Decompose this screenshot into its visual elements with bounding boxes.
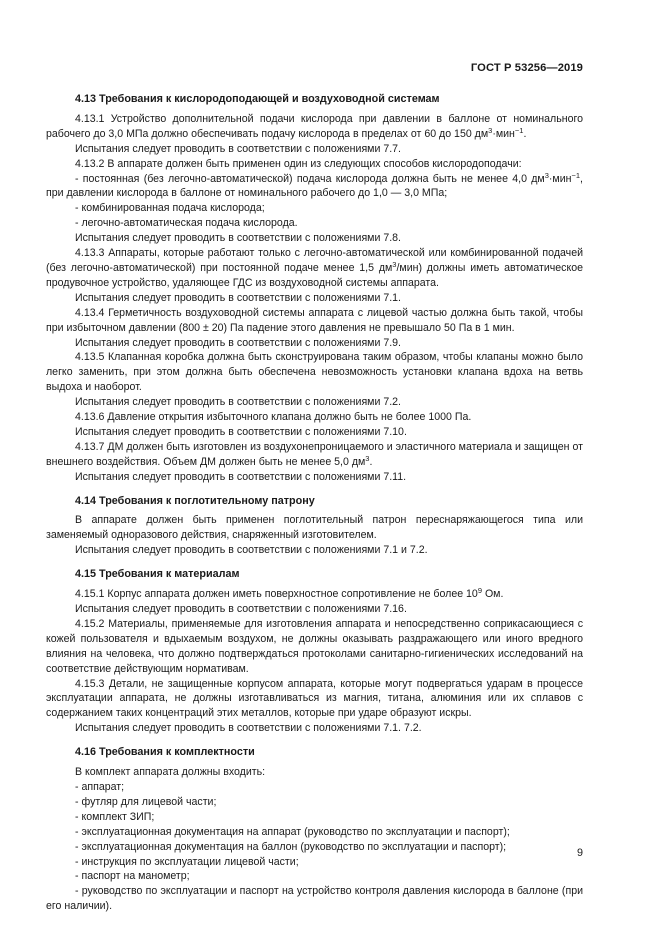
paragraph-4-13-1: 4.13.1 Устройство дополнительной подачи кислорода при давлении в баллоне от номинального рабочего до 3,0 МПа должно обеспечивать подачу кислорода в пределах от 60 до 150 $дм^3\cdot мин^{-1}$.: [46, 112, 583, 140]
test-reference: Испытания следует проводить в соответствии с положениями 7.9.: [75, 336, 401, 349]
paragraph-4-13-6: 4.13.6 Давление открытия избыточного клапана должно быть не более 1000 Па.: [75, 411, 472, 424]
document-code: ГОСТ Р 53256—2019: [470, 62, 583, 74]
list-item: - инструкция по эксплуатации лицевой части;: [75, 855, 299, 868]
test-reference: Испытания следует проводить в соответствии с положениями 7.11.: [75, 470, 407, 483]
test-reference: Испытания следует проводить в соответствии с положениями 7.1. 7.2.: [75, 722, 422, 735]
paragraph-4-13-5: 4.13.5 Клапанная коробка должна быть сконструирована таким образом, чтобы клапаны можно было легко заменить, при этом должна быть обеспечена невозможность установки клапана вдоха на ветвь выдоха и наоборот.: [46, 351, 583, 394]
test-reference: Испытания следует проводить в соответствии с положениями 7.8.: [75, 232, 401, 245]
paragraph-4-15-1: 4.15.1 Корпус аппарата должен иметь поверхностное сопротивление не более $10^9$ Ом.: [75, 586, 504, 601]
list-item: - легочно-автоматическая подача кислорода.: [75, 217, 298, 230]
list-item: - руководство по эксплуатации и паспорт на устройство контроля давления кислорода в баллоне (при его наличии).: [46, 885, 583, 913]
test-reference: Испытания следует проводить в соответствии с положениями 7.1 и 7.2.: [75, 544, 428, 557]
paragraph-4-15-2: 4.15.2 Материалы, применяемые для изготовления аппарата и непосредственно соприкасающиеся с кожей пользователя и вдыхаемым воздухом, не должны оказывать раздражающего или иного вредного влияния на человека, что должно подтверждаться протоколами санитарно-гигиенических исследований на соответствие действующим нормативам.: [46, 617, 583, 675]
page-number: 9: [576, 847, 583, 859]
list-item: - паспорт на манометр;: [75, 870, 190, 883]
paragraph-4-14: В аппарате должен быть применен поглотительный патрон переснаряжающегося типа или заменяемый одноразового действия, снаряженный изготовителем.: [46, 514, 583, 542]
paragraph-constant-supply: - постоянная (без легочно-автоматической) подача кислорода должна быть не менее 4,0 $дм^3\cdot мин^{-1}$, при давлении кислорода в баллоне от номинального рабочего до 1,0 — 3,0 МПа;: [46, 170, 583, 200]
list-item: - эксплуатационная документация на аппарат (руководство по эксплуатации и паспорт);: [75, 825, 510, 838]
section-heading-4-16: 4.16 Требования к комплектности: [75, 746, 255, 759]
paragraph-4-13-7: 4.13.7 ДМ должен быть изготовлен из воздухонепроницаемого и эластичного материала и защищен от внешнего воздействия. Объем ДМ должен быть не менее 5,0 $дм^3$.: [46, 440, 583, 468]
section-heading-4-15: 4.15 Требования к материалам: [75, 568, 240, 581]
paragraph-4-13-4: 4.13.4 Герметичность воздуховодной системы аппарата с лицевой частью должна быть такой, чтобы при избыточном давлении (800 ± 20) Па падение этого давления не превышало 50 Па в 1 мин.: [46, 306, 583, 334]
list-item: - футляр для лицевой части;: [75, 795, 217, 808]
list-item: - комплект ЗИП;: [75, 810, 155, 823]
paragraph-4-15-3: 4.15.3 Детали, не защищенные корпусом аппарата, которые могут подвергаться ударам в процессе эксплуатации аппарата, не должны изготавливаться из магния, титана, алюминия или их сплавов с содержанием таких концентраций этих металлов, которые при ударе образуют искры.: [46, 677, 583, 720]
test-reference: Испытания следует проводить в соответствии с положениями 7.16.: [75, 603, 407, 615]
paragraph-4-13-2: 4.13.2 В аппарате должен быть применен один из следующих способов кислородоподачи:: [75, 157, 522, 170]
section-heading-4-13: 4.13 Требования к кислородоподающей и воздуховодной системам: [75, 93, 440, 105]
paragraph-4-13-3: 4.13.3 Аппараты, которые работают только с легочно-автоматической или комбинированной подачей (без легочно-автоматической) при постоянной подаче менее 1,5 $дм^3/мин$) должны иметь автоматическое продувочное устройство, удаляющее ГДС из воздуховодной системы аппарата.: [46, 247, 583, 289]
list-item: - аппарат;: [75, 780, 125, 793]
list-item: - комбинированная подача кислорода;: [75, 202, 265, 215]
section-heading-4-14: 4.14 Требования к поглотительному патрону: [75, 494, 315, 507]
list-item: - эксплуатационная документация на баллон (руководство по эксплуатации и паспорт);: [75, 840, 507, 853]
test-reference: Испытания следует проводить в соответствии с положениями 7.2.: [75, 396, 401, 409]
test-reference: Испытания следует проводить в соответствии с положениями 7.7.: [75, 142, 401, 155]
document-body: [46, 92, 583, 914]
test-reference: Испытания следует проводить в соответствии с положениями 7.10.: [75, 425, 407, 438]
test-reference: Испытания следует проводить в соответствии с положениями 7.1.: [75, 291, 401, 304]
paragraph-4-16-intro: В комплект аппарата должны входить:: [75, 766, 266, 779]
